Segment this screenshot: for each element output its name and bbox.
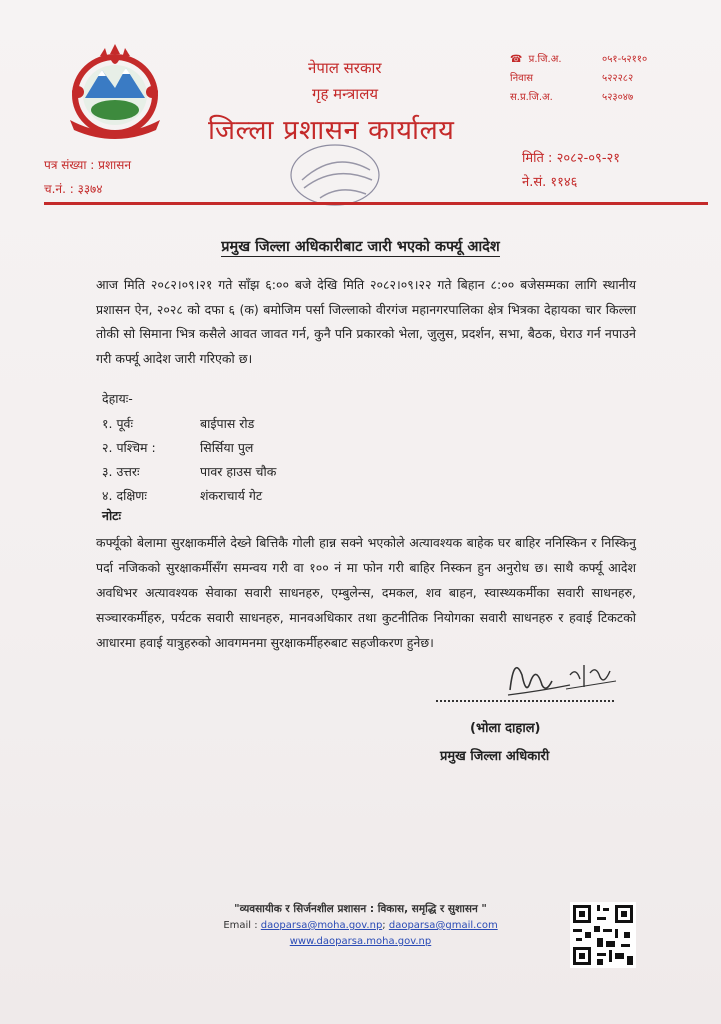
boundary-direction: २. पश्चिम : xyxy=(102,440,156,455)
contact-value: ०५१-५२११० xyxy=(602,54,648,65)
email-link-primary[interactable]: daoparsa@moha.gov.np xyxy=(260,920,383,931)
boundary-list xyxy=(102,412,402,508)
email-link-secondary[interactable]: daoparsa@gmail.com xyxy=(388,920,498,931)
boundary-direction: ३. उत्तरः xyxy=(102,464,140,479)
footer-slogan: "व्यवसायीक र सिर्जनशील प्रशासन : विकास, समृद्धि र सुशासन " xyxy=(234,903,487,915)
document-title xyxy=(0,236,721,256)
contact-label: स.प्र.जि.अ. xyxy=(510,92,553,103)
office-stamp xyxy=(280,140,390,210)
header-divider xyxy=(44,202,708,205)
phone-icon: ☎ xyxy=(510,54,523,65)
ministry-name: गृह मन्त्रालय xyxy=(312,85,379,103)
contact-label: निवास xyxy=(510,73,534,84)
signature-line xyxy=(436,700,614,702)
reference-block xyxy=(44,153,131,201)
boundary-place: पावर हाउस चौक xyxy=(200,464,277,479)
dehaya-label: देहायः- xyxy=(102,391,133,406)
list-item xyxy=(102,484,402,508)
office-title: जिल्ला प्रशासन कार्यालय xyxy=(208,115,455,146)
list-item xyxy=(102,460,402,484)
list-item xyxy=(102,436,402,460)
boundary-place: सिर्सिया पुल xyxy=(200,440,254,455)
note-label: नोटः xyxy=(102,508,122,523)
contact-row xyxy=(510,69,647,88)
government-name: नेपाल सरकार xyxy=(308,59,382,77)
boundary-place: बाईपास रोड xyxy=(200,416,255,431)
email-separator: ; xyxy=(382,920,389,931)
contact-block xyxy=(510,50,647,107)
contact-value: ५२३०४७ xyxy=(602,92,634,103)
boundary-direction: १. पूर्वः xyxy=(102,416,134,431)
contact-row xyxy=(510,88,647,107)
order-body: आज मिति २०८२।०९।२१ गते साँझ ६:०० बजे देखि मिति २०८२।०९।२२ गते बिहान ८:०० बजेसम्मका लागि स्थानीय प्रशासन ऐन, २०२८ को दफा ६ (क) बमोजिम पर्सा जिल्लाको वीरगंज महानगरपालिका क्षेत्र भित्रका देहायका चार किल्ला तोकी सो सिमाना भित्र कसैले आवत जावत गर्न, कुनै पनि प्रकारको भेला, जुलुस, प्रदर्शन, सभा, बैठक, घेराउ गर्न नपाउने गरी कर्फ्यू आदेश जारी गरिएको छ। xyxy=(96,277,636,366)
patra-sankhya: पत्र संख्या : प्रशासन xyxy=(44,158,131,172)
document-title-text: प्रमुख जिल्ला अधिकारीबाट जारी भएको कर्फ्यू आदेश xyxy=(221,239,500,255)
date: मिति : २०८२-०९-२१ xyxy=(522,151,621,166)
boundary-direction: ४. दक्षिणः xyxy=(102,488,147,503)
signatory-title: प्रमुख जिल्ला अधिकारी xyxy=(440,749,550,764)
nepal-sambat: ने.सं. ११४६ xyxy=(522,175,578,190)
qr-code-icon xyxy=(570,902,636,968)
website-link[interactable]: www.daoparsa.moha.gov.np xyxy=(289,936,432,947)
note-body: कर्फ्यूको बेलामा सुरक्षाकर्मीले देख्ने बित्तिकै गोली हान्न सक्ने भएकोले अत्यावश्यक बाहेक घर बाहिर ननिस्किन र निस्किनु पर्दा नजिकको सुरक्षाकर्मीसँग समन्वय गरी वा १०० नं मा फोन गरी बाहिर निस्कन हुन अनुरोध छ। साथै कर्फ्यू आदेश अवधिभर अत्यावश्यक सेवाका सवारी साधनहरु, एम्बुलेन्स, दमकल, शव बाहन, स्वास्थ्यकर्मीका सवारी साधनहरु, सञ्चारकर्मीहरु, पर्यटक सवारी साधनहरु, मानवअधिकार तथा कुटनीतिक नियोगका सवारी साधनहरु र हवाई टिकटको आधारमा हवाई यात्रुहरुको आवगमनमा सुरक्षाकर्मीहरुबाट सहजीकरण हुनेछ। xyxy=(96,535,636,650)
contact-row xyxy=(510,50,647,69)
signatory-name: (भोला दाहाल) xyxy=(470,721,541,736)
list-item xyxy=(102,412,402,436)
email-label: Email : xyxy=(223,920,261,931)
contact-label: प्र.जि.अ. xyxy=(528,54,562,65)
date-block xyxy=(522,147,620,195)
nepal-emblem-icon xyxy=(60,40,170,140)
boundary-place: शंकराचार्य गेट xyxy=(200,488,263,503)
contact-value: ५२२२८२ xyxy=(602,73,634,84)
chalani-number: च.नं. : ३३७४ xyxy=(44,182,103,196)
